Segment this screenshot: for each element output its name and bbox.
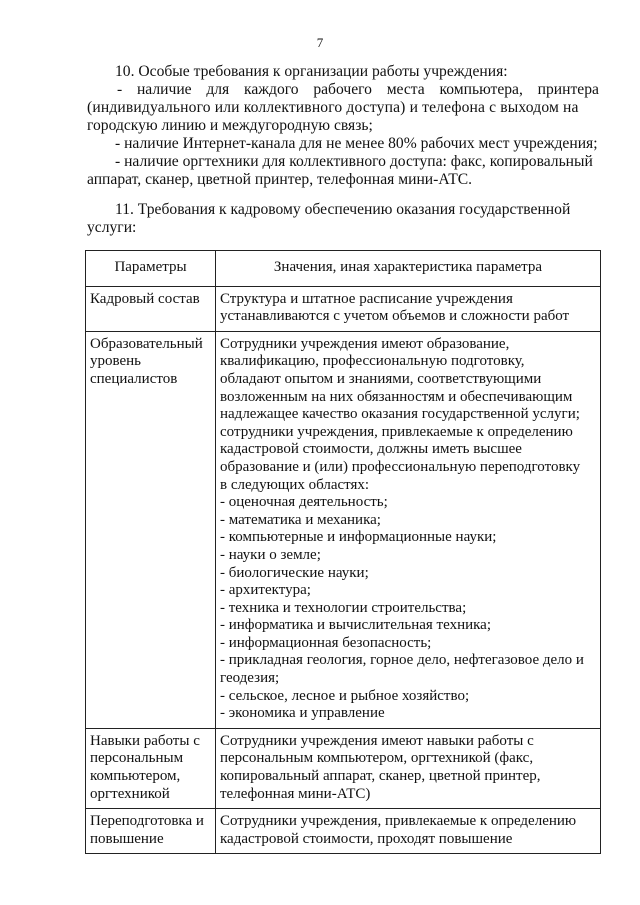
table-row	[86, 286, 601, 331]
table-row	[86, 809, 601, 854]
table-row	[86, 331, 601, 728]
cell-line: - техника и технологии строительства;	[220, 599, 467, 616]
column-header-values: Значения, иная характеристика параметра	[216, 251, 601, 287]
cell-line: в следующих областях:	[220, 476, 370, 493]
section-10-heading: 10. Особые требования к организации работы учреждения:	[115, 63, 508, 80]
section-10-item-2: - наличие Интернет-канала для не менее 80% рабочих мест учреждения;	[115, 135, 598, 152]
cell-line: Переподготовка и	[90, 813, 204, 830]
staffing-requirements-table	[85, 250, 601, 854]
word: компьютера,	[439, 81, 523, 98]
section-10-item-1-line-1	[87, 81, 599, 99]
cell-line: геодезия;	[220, 670, 280, 687]
param-cell	[86, 331, 216, 728]
cell-line: обладают опытом и знаниями, соответствующими	[220, 370, 542, 387]
cell-line: - математика и механика;	[220, 511, 381, 528]
cell-line: телефонная мини-АТС)	[220, 785, 371, 802]
cell-line: персональным компьютером, оргтехникой (факс,	[220, 750, 534, 767]
cell-line: повышение	[90, 830, 164, 847]
section-10	[87, 63, 599, 189]
cell-line: образование и (или) профессиональную переподготовку	[220, 458, 581, 475]
cell-line: квалификацию, профессиональную подготовку,	[220, 353, 525, 370]
cell-line: - сельское, лесное и рыбное хозяйство;	[220, 687, 470, 704]
cell-line: - компьютерные и информационные науки;	[220, 529, 497, 546]
value-cell	[216, 809, 601, 854]
table-row	[86, 728, 601, 808]
cell-line: - науки о земле;	[220, 546, 321, 563]
cell-line: кадастровой стоимости, должны иметь высшее	[220, 441, 522, 458]
param-cell	[86, 286, 216, 331]
column-header-parameters: Параметры	[86, 251, 216, 287]
word: каждого	[243, 81, 299, 98]
cell-line: Сотрудники учреждения, привлекаемые к определению	[220, 813, 577, 830]
section-11	[87, 201, 599, 237]
word: принтера	[537, 81, 599, 98]
cell-line: кадастровой стоимости, проходят повышение	[220, 830, 513, 847]
cell-line: Образовательный	[90, 335, 203, 352]
section-10-item-3-line-1: - наличие оргтехники для коллективного доступа: факс, копировальный	[115, 153, 593, 170]
cell-line: Сотрудники учреждения имеют образование,	[220, 335, 510, 352]
table-header-row	[86, 251, 601, 287]
word: наличие	[136, 81, 192, 98]
word: для	[206, 81, 230, 98]
section-11-heading-line-1: 11. Требования к кадровому обеспечению оказания государственной	[115, 201, 571, 218]
word: рабочего	[313, 81, 372, 98]
cell-line: сотрудники учреждения, привлекаемые к определению	[220, 423, 573, 440]
cell-line: - архитектура;	[220, 582, 311, 599]
cell-line: оргтехникой	[90, 785, 170, 802]
cell-line: - прикладная геология, горное дело, нефтегазовое дело и	[220, 652, 584, 669]
section-10-item-3-line-2: аппарат, сканер, цветной принтер, телефонная мини-АТС.	[87, 171, 473, 188]
cell-line: специалистов	[90, 370, 178, 387]
cell-line: надлежащее качество оказания государственной услуги;	[220, 406, 580, 423]
section-10-item-1-line-3: городскую линию и междугородную связь;	[87, 117, 373, 134]
param-cell	[86, 809, 216, 854]
cell-line: Сотрудники учреждения имеют навыки работы с	[220, 732, 534, 749]
cell-line: - биологические науки;	[220, 564, 369, 581]
cell-line: Навыки работы с	[90, 732, 200, 749]
cell-line: копировальный аппарат, сканер, цветной принтер,	[220, 768, 541, 785]
section-10-item-1-line-2: (индивидуального или коллективного доступа) и телефона с выходом на	[87, 99, 579, 116]
cell-line: возложенным на них обязанностям и обеспечивающим	[220, 388, 573, 405]
word: места	[386, 81, 425, 98]
param-cell	[86, 728, 216, 808]
cell-line: Структура и штатное расписание учреждения	[220, 290, 513, 307]
cell-line: Кадровый состав	[90, 290, 200, 307]
cell-line: компьютером,	[90, 768, 181, 785]
cell-line: - экономика и управление	[220, 705, 385, 722]
cell-line: - информатика и вычислительная техника;	[220, 617, 492, 634]
value-cell	[216, 331, 601, 728]
section-11-heading-line-2: услуги:	[87, 219, 137, 236]
word: -	[117, 81, 123, 98]
cell-line: - информационная безопасность;	[220, 634, 432, 651]
page-number: 7	[316, 35, 324, 50]
value-cell	[216, 286, 601, 331]
cell-line: - оценочная деятельность;	[220, 494, 388, 511]
cell-line: персональным	[90, 750, 184, 767]
cell-line: устанавливаются с учетом объемов и сложности работ	[220, 308, 570, 325]
value-cell	[216, 728, 601, 808]
cell-line: уровень	[90, 353, 142, 370]
